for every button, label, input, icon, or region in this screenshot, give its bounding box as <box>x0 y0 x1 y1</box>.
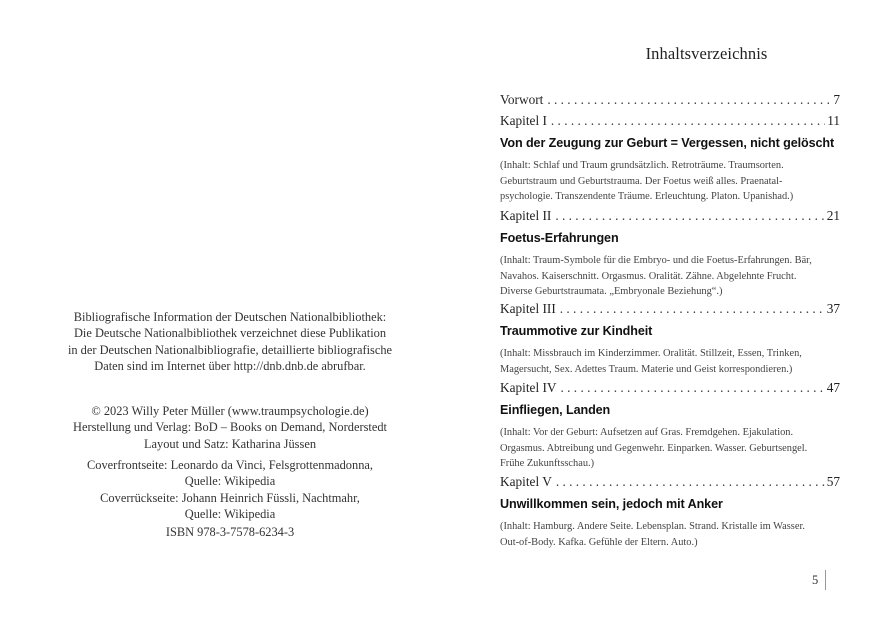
layout-line: Layout und Satz: Katharina Jüssen <box>143 436 317 451</box>
toc-page-number: 21 <box>826 208 840 223</box>
cover-credit-line: Quelle: Wikipedia <box>184 474 276 489</box>
bibliographic-line: Bibliografische Information der Deutschen Nationalbibliothek: <box>73 310 387 324</box>
chapter-title: Traummotive zur Kindheit <box>500 324 653 338</box>
toc-line <box>500 473 840 490</box>
chapter-title: Einfliegen, Landen <box>500 403 611 417</box>
description-line: (Inhalt: Missbrauch im Kinderzimmer. Oralität. Stillzeit, Essen, Trinken, <box>500 348 802 359</box>
isbn <box>60 524 400 540</box>
bibliographic-line: Die Deutsche Nationalbibliothek verzeichnet diese Publikation <box>73 326 387 341</box>
description-line: psychologie. Transzendente Träume. Erleuchtung. Platon. Upanishad.) <box>500 191 794 202</box>
bibliographic-line: in der Deutschen Nationalbibliografie, detaillierte bibliografische <box>67 342 393 357</box>
toc-entry-chapter-3 <box>500 300 840 377</box>
toc-page-number: 47 <box>826 380 840 395</box>
bibliographic-info <box>60 309 400 374</box>
toc-page-number: 11 <box>827 113 840 128</box>
toc-page-number: 37 <box>826 301 840 316</box>
toc-line <box>500 112 840 129</box>
description-line: Navahos. Kaiserschnitt. Orgasmus. Oralität. Zähne. Abgelehnte Frucht. <box>500 270 797 282</box>
chapter-description <box>500 425 840 472</box>
toc-label: Kapitel I <box>500 113 547 128</box>
leader-dots <box>560 300 825 317</box>
toc-page-number: 7 <box>833 92 840 107</box>
toc-line <box>500 300 840 317</box>
toc-line <box>500 91 840 108</box>
toc-line <box>500 379 840 396</box>
description-line: Out-of-Body. Kafka. Gefühle der Eltern. Auto.) <box>500 536 698 548</box>
chapter-description <box>500 346 840 377</box>
description-line: Orgasmus. Abtreibung und Gegenwehr. Einparken. Wasser. Geburtsengel. <box>500 442 808 454</box>
isbn-text: ISBN 978-3-7578-6234-3 <box>165 525 295 539</box>
chapter-title: Von der Zeugung zur Geburt = Vergessen, nicht gelöscht <box>500 136 835 150</box>
toc-entry-vorwort <box>500 91 840 108</box>
description-line: Diverse Geburtstraumata. „Embryonale Beziehung“.) <box>500 286 723 297</box>
right-page <box>444 0 889 629</box>
chapter-title: Unwillkommen sein, jedoch mit Anker <box>500 497 723 511</box>
cover-credit-line: Coverfrontseite: Leonardo da Vinci, Felsgrottenmadonna, <box>86 458 373 472</box>
leader-dots <box>551 112 825 129</box>
leader-dots <box>547 91 831 108</box>
description-line: Frühe Zukunftsschau.) <box>500 458 595 469</box>
description-line: (Inhalt: Traum-Symbole für die Embryo- und die Foetus-Erfahrungen. Bär, <box>500 255 812 266</box>
description-line: (Inhalt: Hamburg. Andere Seite. Lebensplan. Strand. Kristalle im Wasser. <box>500 521 805 532</box>
chapter-title: Foetus-Erfahrungen <box>500 231 619 245</box>
toc-line <box>500 207 840 224</box>
description-line: Magersucht, Sex. Adettes Traum. Materie und Geist korrespondieren.) <box>500 363 793 375</box>
toc-label: Vorwort <box>500 92 544 107</box>
toc-entry-chapter-4 <box>500 379 840 472</box>
chapter-description <box>500 519 840 550</box>
toc-page-number: 57 <box>826 474 840 489</box>
bibliographic-line: Daten sind im Internet über http://dnb.dnb.de abrufbar. <box>94 358 366 373</box>
toc-label: Kapitel III <box>500 301 556 316</box>
cover-credits <box>60 457 400 522</box>
cover-credit-line: Quelle: Wikipedia <box>184 506 276 521</box>
copyright-line: © 2023 Willy Peter Müller (www.traumpsychologie.de) <box>91 404 369 418</box>
toc-label: Kapitel II <box>500 208 552 223</box>
left-page <box>0 0 444 629</box>
description-line: Geburtstraum und Geburtstrauma. Der Foetus weiß alles. Praenatal- <box>500 175 783 187</box>
chapter-description <box>500 158 840 205</box>
toc-label: Kapitel IV <box>500 380 557 395</box>
toc-entry-chapter-2 <box>500 207 840 300</box>
publisher-line: Herstellung und Verlag: BoD – Books on Demand, Norderstedt <box>73 420 387 435</box>
description-line: (Inhalt: Schlaf und Traum grundsätzlich. Retroträume. Traumsorten. <box>500 160 784 171</box>
chapter-description <box>500 253 840 300</box>
leader-dots <box>556 473 825 490</box>
copyright-info <box>60 403 400 452</box>
leader-dots <box>561 379 825 396</box>
cover-credit-line: Coverrückseite: Johann Heinrich Füssli, Nachtmahr, <box>100 490 360 505</box>
toc-title: Inhaltsverzeichnis <box>645 44 768 63</box>
page-number-rule <box>825 570 826 590</box>
page-number: 5 <box>812 573 819 587</box>
toc-label: Kapitel V <box>500 474 552 489</box>
toc-entry-chapter-5 <box>500 473 840 550</box>
leader-dots <box>555 207 824 224</box>
toc-entry-chapter-1 <box>500 112 840 205</box>
description-line: (Inhalt: Vor der Geburt: Aufsetzen auf Gras. Fremdgehen. Ejakulation. <box>500 427 794 438</box>
